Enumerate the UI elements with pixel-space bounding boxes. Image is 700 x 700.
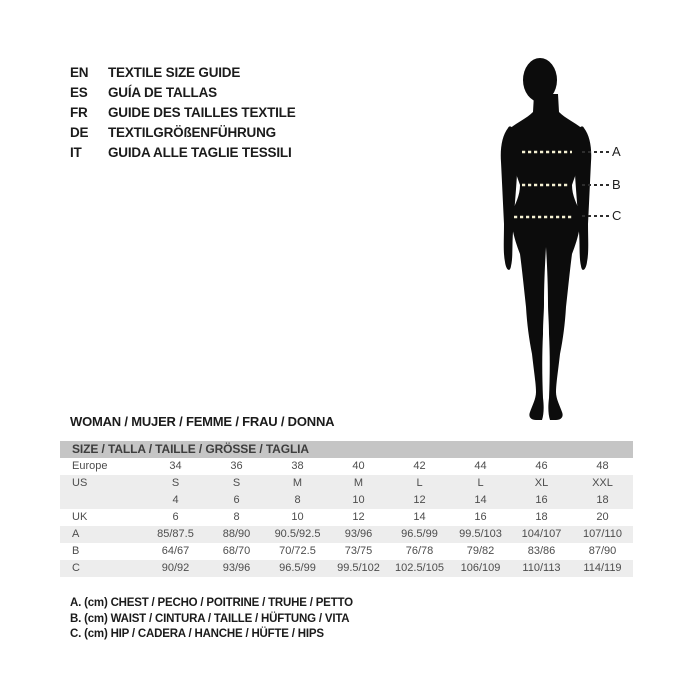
size-table [60,441,633,577]
size-value-cell: 87/90 [588,545,617,557]
size-value-cell: 8 [233,511,240,523]
size-value-cell: M [353,477,364,489]
language-row [70,83,296,103]
size-value-cell: 88/90 [222,528,251,540]
measurement-legend [70,596,353,643]
row-label: Europe [72,460,108,472]
size-value-cell: S [171,477,180,489]
size-value-cell: 44 [474,460,487,472]
size-value-cell: 46 [535,460,548,472]
size-value-cell: 106/109 [460,562,501,574]
size-value-cell: 42 [413,460,426,472]
size-value-cell: 104/107 [521,528,562,540]
size-value-cell: 102.5/105 [395,562,444,574]
size-value-cell: 34 [169,460,182,472]
size-value-cell: 90.5/92.5 [274,528,321,540]
measure-label-waist: B [612,177,621,192]
size-value-cell: 40 [352,460,365,472]
row-label: A [72,528,80,540]
language-row [70,63,296,83]
size-table-body [60,458,633,577]
row-label: UK [72,511,88,523]
size-value-cell: 68/70 [222,545,251,557]
size-value-cell: 83/86 [527,545,556,557]
language-row [70,103,296,123]
size-value-cell: 36 [230,460,243,472]
size-value-cell: 48 [596,460,609,472]
table-row [60,560,633,577]
size-value-cell: XL [534,477,549,489]
table-row [60,492,633,509]
size-value-cell: L [477,477,484,489]
waist-connector-line [582,184,609,186]
size-value-cell: 110/113 [522,562,561,574]
language-title: GUIDE DES TAILLES TEXTILE [108,105,296,120]
language-code: EN [70,65,89,80]
language-row [70,123,296,143]
table-row [60,475,633,492]
size-value-cell: 96.5/99 [401,528,438,540]
legend-waist: B. (cm) WAIST / CINTURA / TAILLE / HÜFTUNG / VITA [70,612,350,625]
row-label: C [72,562,80,574]
measure-label-hip: C [612,208,622,223]
size-value-cell: 6 [233,494,240,506]
size-value-cell: 99.5/103 [459,528,502,540]
size-value-cell: 12 [413,494,426,506]
size-value-cell: 14 [413,511,426,523]
table-row [60,458,633,475]
hip-connector-line [582,215,609,217]
size-value-cell: 79/82 [466,545,495,557]
size-value-cell: 76/78 [405,545,434,557]
row-label: US [72,477,88,489]
table-row [60,509,633,526]
size-value-cell: S [232,477,241,489]
size-value-cell: 12 [352,511,365,523]
size-value-cell: 93/96 [222,562,251,574]
size-value-cell: 99.5/102 [337,562,380,574]
size-value-cell: 70/72.5 [279,545,316,557]
size-value-cell: L [416,477,423,489]
size-value-cell: 14 [474,494,487,506]
language-code: DE [70,125,89,140]
size-value-cell: 90/92 [161,562,190,574]
size-value-cell: 107/110 [583,528,622,540]
row-label [60,492,145,509]
size-value-cell: 114/119 [583,562,622,574]
size-value-cell: 85/87.5 [157,528,194,540]
size-value-cell: 10 [291,511,304,523]
size-value-cell: 93/96 [344,528,373,540]
measure-label-chest: A [612,144,621,159]
woman-silhouette [501,58,591,420]
woman-silhouette-figure [496,54,596,424]
language-row [70,143,296,163]
table-row [60,526,633,543]
language-code: ES [70,85,88,100]
size-value-cell: 16 [474,511,487,523]
size-value-cell: 18 [535,511,548,523]
size-value-cell: 16 [535,494,548,506]
section-title-woman: WOMAN / MUJER / FEMME / FRAU / DONNA [70,414,335,429]
size-value-cell: 96.5/99 [279,562,316,574]
language-title: TEXTILE SIZE GUIDE [108,65,241,80]
language-title: GUÍA DE TALLAS [108,85,217,100]
language-title: TEXTILGRÖßENFÜHRUNG [108,125,276,140]
size-value-cell: 10 [352,494,365,506]
size-value-cell: 20 [596,511,609,523]
size-value-cell: 18 [596,494,609,506]
size-value-cell: M [292,477,303,489]
legend-hip: C. (cm) HIP / CADERA / HANCHE / HÜFTE / HIPS [70,628,324,640]
size-value-cell: 6 [172,511,179,523]
language-code: FR [70,105,88,120]
size-value-cell: 4 [172,494,179,506]
size-value-cell: 64/67 [161,545,190,557]
table-row [60,543,633,560]
language-code: IT [70,145,82,160]
legend-chest: A. (cm) CHEST / PECHO / POITRINE / TRUHE / PETTO [70,597,353,609]
size-value-cell: XXL [592,477,613,489]
language-title: GUIDA ALLE TAGLIE TESSILI [108,145,292,160]
size-value-cell: 8 [294,494,301,506]
size-value-cell: 73/75 [344,545,373,557]
language-list [70,63,296,163]
size-value-cell: 38 [291,460,304,472]
chest-connector-line [582,151,609,153]
size-table-header: SIZE / TALLA / TAILLE / GRÖSSE / TAGLIA [60,441,633,458]
row-label: B [72,545,80,557]
